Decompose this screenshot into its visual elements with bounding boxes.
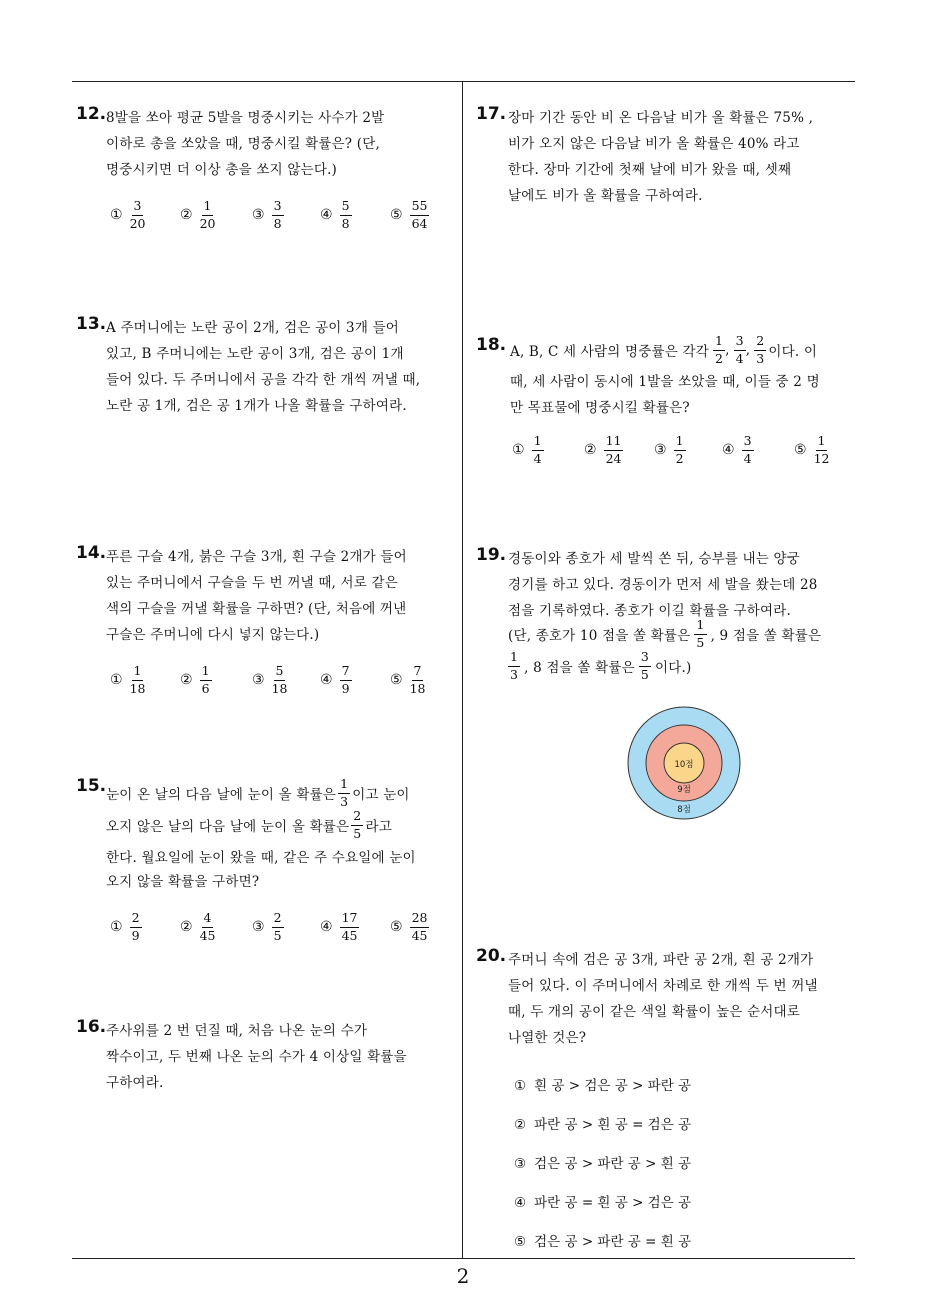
question-text: (단, 종호가 10 점을 쏠 확률은 $\frac{1}{5}$ , 9 점을 쏠 확률은 <box>508 617 822 650</box>
choice-4[interactable]: ④ $\frac{3}{4}$ <box>722 433 752 466</box>
question-text: 있고, B 주머니에는 노란 공이 3개, 검은 공이 1개 <box>106 346 404 362</box>
question-text: 경동이와 종호가 세 발씩 쏜 뒤, 승부를 내는 양궁 <box>508 551 800 567</box>
question-text: 날에도 비가 올 확률을 구하여라. <box>508 188 703 204</box>
question-text: 구슬은 주머니에 다시 넣지 않는다.) <box>106 627 320 643</box>
choice-5[interactable]: ⑤ 검은 공 > 파란 공 = 흰 공 <box>514 1234 692 1250</box>
bottom-rule <box>72 1258 855 1259</box>
choice-3[interactable]: ③ $\frac{5}{18}$ <box>252 663 288 696</box>
archery-target <box>626 705 742 821</box>
question-text: 이하로 총을 쏘았을 때, 명중시킬 확률은? (단, <box>106 136 380 152</box>
choice-2[interactable]: ② $\frac{11}{24}$ <box>584 433 622 466</box>
question-text: 주머니 속에 검은 공 3개, 파란 공 2개, 흰 공 2개가 <box>508 952 814 968</box>
question-19 <box>476 545 856 825</box>
question-16 <box>76 1017 456 1107</box>
question-text: A, B, C 세 사람의 명중률은 각각 $\frac{1}{2}$ , $\frac{3}{4}$ , $\frac{2}{3}$ 이다. 이 <box>510 333 818 366</box>
question-text: 들어 있다. 이 주머니에서 차례로 한 개씩 두 번 꺼낼 <box>508 978 818 994</box>
choice-2[interactable]: ② $\frac{1}{6}$ <box>180 663 210 696</box>
question-text: 8발을 쏘아 평균 5발을 명중시키는 사수가 2발 <box>106 110 385 126</box>
question-text: 명중시키면 더 이상 총을 쏘지 않는다.) <box>106 162 338 178</box>
question-number: 18. <box>476 335 507 355</box>
choice-4[interactable]: ④ $\frac{5}{8}$ <box>320 198 350 231</box>
question-number: 20. <box>476 946 507 966</box>
choice-1[interactable]: ① $\frac{2}{9}$ <box>110 910 140 943</box>
question-20 <box>476 946 856 1250</box>
choice-5[interactable]: ⑤ $\frac{55}{64}$ <box>390 198 428 231</box>
question-number: 12. <box>76 104 107 124</box>
question-12 <box>76 104 456 244</box>
question-18 <box>476 335 856 475</box>
question-text: 만 목표물에 명중시킬 확률은? <box>510 400 690 416</box>
question-text: 색의 구슬을 꺼낼 확률을 구하면? (단, 처음에 꺼낸 <box>106 601 407 617</box>
question-text: 눈이 온 날의 다음 날에 눈이 올 확률은 $\frac{1}{3}$ 이고 눈이 <box>106 776 410 809</box>
choice-2[interactable]: ② 파란 공 > 흰 공 = 검은 공 <box>514 1117 692 1133</box>
question-text: 나열한 것은? <box>508 1030 587 1046</box>
target-label-9: 9점 <box>677 785 691 795</box>
question-number: 13. <box>76 314 107 334</box>
choice-2[interactable]: ② $\frac{1}{20}$ <box>180 198 216 231</box>
choice-4[interactable]: ④ $\frac{17}{45}$ <box>320 910 358 943</box>
question-text: 한다. 월요일에 눈이 왔을 때, 같은 주 수요일에 눈이 <box>106 850 416 866</box>
page-number: 2 <box>456 1264 470 1288</box>
choice-2[interactable]: ② $\frac{4}{45}$ <box>180 910 216 943</box>
question-text: 구하여라. <box>106 1075 164 1091</box>
choice-5[interactable]: ⑤ $\frac{1}{12}$ <box>794 433 830 466</box>
question-text: 푸른 구슬 4개, 붉은 구슬 3개, 흰 구슬 2개가 들어 <box>106 549 407 565</box>
choice-3[interactable]: ③ $\frac{3}{8}$ <box>252 198 282 231</box>
question-15 <box>76 776 456 946</box>
choice-1[interactable]: ① $\frac{1}{18}$ <box>110 663 146 696</box>
question-number: 17. <box>476 104 507 124</box>
choice-4[interactable]: ④ $\frac{7}{9}$ <box>320 663 350 696</box>
question-text: 오지 않은 날의 다음 날에 눈이 올 확률은 $\frac{2}{5}$ 라고 <box>106 808 392 841</box>
question-text: 짝수이고, 두 번째 나온 눈의 수가 4 이상일 확률을 <box>106 1049 407 1065</box>
choice-1[interactable]: ① $\frac{1}{4}$ <box>512 433 542 466</box>
choice-3[interactable]: ③ $\frac{1}{2}$ <box>654 433 684 466</box>
question-number: 19. <box>476 545 507 565</box>
question-17 <box>476 104 856 214</box>
question-text: 오지 않을 확률을 구하면? <box>106 874 260 890</box>
choice-5[interactable]: ⑤ $\frac{28}{45}$ <box>390 910 428 943</box>
question-text: 경기를 하고 있다. 경동이가 먼저 세 발을 쐈는데 28 <box>508 577 818 593</box>
question-13 <box>76 314 456 424</box>
choice-5[interactable]: ⑤ $\frac{7}{18}$ <box>390 663 426 696</box>
question-text: 주사위를 2 번 던질 때, 처음 나온 눈의 수가 <box>106 1023 368 1039</box>
question-text: 노란 공 1개, 검은 공 1개가 나올 확률을 구하여라. <box>106 398 407 414</box>
target-label-8: 8점 <box>677 805 691 815</box>
question-text: $\frac{1}{3}$ , 8 점을 쏠 확률은 $\frac{3}{5}$ 이다.) <box>510 649 692 682</box>
question-number: 14. <box>76 543 107 563</box>
question-text: 장마 기간 동안 비 온 다음날 비가 올 확률은 75% , <box>508 110 814 126</box>
choice-4[interactable]: ④ 파란 공 = 흰 공 > 검은 공 <box>514 1195 692 1211</box>
question-text: 점을 기록하였다. 종호가 이길 확률을 구하여라. <box>508 603 792 619</box>
question-number: 15. <box>76 776 107 796</box>
choice-3[interactable]: ③ $\frac{2}{5}$ <box>252 910 282 943</box>
question-text: 비가 오지 않은 다음날 비가 올 확률은 40% 라고 <box>508 136 800 152</box>
column-divider <box>462 81 463 1259</box>
question-number: 16. <box>76 1017 107 1037</box>
top-rule <box>72 81 855 82</box>
question-text: 때, 세 사람이 동시에 1발을 쏘았을 때, 이들 중 2 명 <box>510 374 820 390</box>
choice-1[interactable]: ① $\frac{3}{20}$ <box>110 198 146 231</box>
question-14 <box>76 543 456 713</box>
question-text: 들어 있다. 두 주머니에서 공을 각각 한 개씩 꺼낼 때, <box>106 372 421 388</box>
question-text: A 주머니에는 노란 공이 2개, 검은 공이 3개 들어 <box>106 320 400 336</box>
target-label-10: 10점 <box>674 760 694 770</box>
question-text: 있는 주머니에서 구슬을 두 번 꺼낼 때, 서로 같은 <box>106 575 398 591</box>
choice-3[interactable]: ③ 검은 공 > 파란 공 > 흰 공 <box>514 1156 692 1172</box>
question-text: 한다. 장마 기간에 첫째 날에 비가 왔을 때, 셋째 <box>508 162 792 178</box>
question-text: 때, 두 개의 공이 같은 색일 확률이 높은 순서대로 <box>508 1004 800 1020</box>
choice-1[interactable]: ① 흰 공 > 검은 공 > 파란 공 <box>514 1078 692 1094</box>
